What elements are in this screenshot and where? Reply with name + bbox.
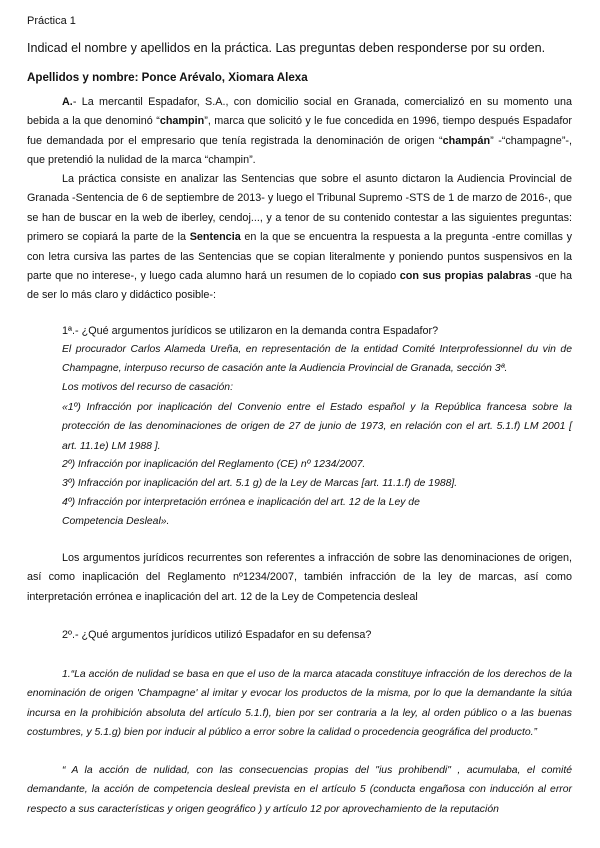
intro-paragraph-b: La práctica consiste en analizar las Sentencias que sobre el asunto dictaron la Audiencia Provincial de Granada -Sentencia de 6 de septiembre de 2013- y luego el Tribunal Supremo -STS de 1 de marzo de 2016-, que se han de buscar en la web de iberley, cendoj..., y a tenor de su contenido contestar a las siguientes preguntas: primero se copiará la parte de la Sentencia en la que se encuentra la respuesta a la pregunta -entre comillas y con letra cursiva las partes de las Sentencias que se copian literalmente y poniendo puntos suspensivos en la parte que no interese-, y luego cada alumno hará un resumen de lo copiado con sus propias palabras -que ha de ser lo más claro y didáctico posible-:: [27, 173, 572, 302]
brand-champin: champin: [159, 115, 205, 128]
q1-quote-motivo-4-end: Competencia Desleal».: [62, 516, 170, 527]
q1-quote-motivo-3: 3º) Infracción por inaplicación del art. 5.1 g) de la Ley de Marcas [art. 11.1.f) de 1988].: [62, 478, 458, 489]
q1-quote-motivo-4: 4º) Infracción por interpretación errónea e inaplicación del art. 12 de la Ley de: [62, 497, 420, 508]
intro-paragraph-a: A.- La mercantil Espadafor, S.A., con domicilio social en Granada, comercializó en su momento una bebida a la que denominó “champin”, marca que solicitó y le fue concedida en 1996, tiempo después Espadafor fue demandada por el empresario que tenía registrada la denominación de origen “champán” -“champagne”-, que pretendió la nulidad de la marca “champin”.: [27, 96, 573, 167]
student-name-line: Apellidos y nombre: Ponce Arévalo, Xiomara Alexa: [27, 71, 308, 84]
q1-quote-motivos: Los motivos del recurso de casación:: [62, 382, 233, 393]
q1-quote-motivo-2: 2º) Infracción por inaplicación del Reglamento (CE) nº 1234/2007.: [62, 459, 366, 470]
designation-champan: champán: [442, 134, 491, 147]
instruction-text: Indicad el nombre y apellidos en la práctica. Las preguntas deben responderse por su orden.: [27, 41, 546, 55]
practice-label: Práctica 1: [27, 15, 76, 27]
q1-quote-procurador: El procurador Carlos Alameda Ureña, en representación de la entidad Comité Interprofessionnel du vin de Champagne, interpuso recurso de casación ante la Audiencia Provincial de Granada, sección 3ª.: [62, 344, 572, 375]
question-1: 1ª.- ¿Qué argumentos jurídicos se utilizaron en la demanda contra Espadafor?: [62, 325, 439, 337]
q1-summary: Los argumentos jurídicos recurrentes son referentes a infracción de sobre las denominaciones de origen, así como inaplicación del Reglamento nº1234/2007, también infracción de la ley de marcas, así como interpretación errónea e inaplicación del art. 12 de la Ley de Competencia desleal: [27, 552, 572, 603]
q2-quote-competencia: “ A la acción de nulidad, con las consecuencias propias del "ius prohibendi" , acumulaba, el comité demandante, la acción de competencia desleal prevista en el artículo 5 (conducta engañosa con inducción al error respecto a sus características y origen geográfico ) y artículo 12 por aprovechamiento de la reputación: [27, 765, 572, 815]
q1-quote-motivo-1: «1º) Infracción por inaplicación del Convenio entre el Estado español y la República francesa sobre la protección de las denominaciones de origen de 27 de junio de 1973, en relación con el art. 5.1.f) LM 2001 [ art. 11.1e) LM 1988 ].: [62, 402, 572, 452]
section-letter: A.: [62, 96, 73, 108]
q2-quote-nulidad: 1.“La acción de nulidad se basa en que el uso de la marca atacada constituye infracción de los derechos de la enominación de origen 'Champagne' al imitar y evocar los productos de la misma, por lo que la demandante la sitúa incursa en la prohibición absoluta del artículo 5.1.f), bien por ser contraria a la ley, al orden público o a las buenas costumbres, y 5.1.g) bien por inducir al público a error sobre la calidad o procedencia geográfica del producto.”: [27, 669, 572, 739]
question-2: 2º.- ¿Qué argumentos jurídicos utilizó Espadafor en su defensa?: [62, 629, 372, 641]
